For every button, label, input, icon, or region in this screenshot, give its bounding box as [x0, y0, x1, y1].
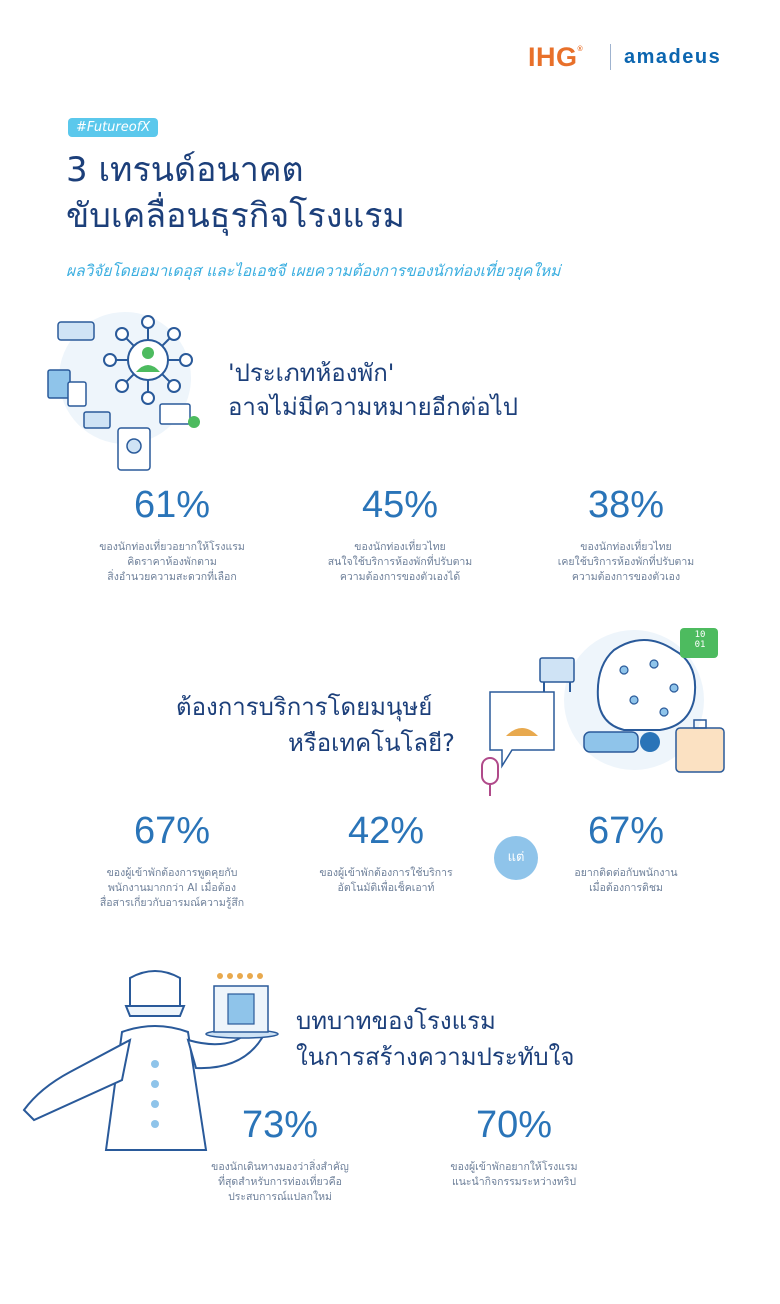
stat-value: 42% — [347, 810, 425, 852]
stat-value: 38% — [587, 484, 665, 526]
but-connector-badge: แต่ — [494, 836, 538, 880]
page-title-line1: 3 เทรนด์อนาคต — [66, 150, 304, 190]
stat-description: ของนักเดินทางมองว่าสิ่งสำคัญ ที่สุดสำหรับการท่องเที่ยวคือ ประสบการณ์แปลกใหม่ — [211, 1161, 349, 1203]
stat-description: ของนักท่องเที่ยวไทย สนใจใช้บริการห้องพักที่ปรับตาม ความต้องการของตัวเองได้ — [327, 541, 473, 583]
stat-description: ของผู้เข้าพักต้องการใช้บริการ อัตโนมัติเพื่อเช็คเอาท์ — [319, 867, 453, 894]
stat-value: 73% — [241, 1104, 319, 1146]
page-subtitle: ผลวิจัยโดยอมาเดอุส และไอเอชจี เผยความต้องการของนักท่องเที่ยวยุคใหม่ — [66, 262, 561, 280]
stat-description: อยากติดต่อกับพนักงาน เมื่อต้องการติชม — [574, 867, 678, 894]
section3-heading-line1: บทบาทของโรงแรม — [296, 1007, 496, 1035]
section2-heading-line1: ต้องการบริการโดยมนุษย์ — [176, 693, 433, 721]
hashtag-badge: #FutureofX — [68, 118, 158, 137]
stat-description: ของนักท่องเที่ยวไทย เคยใช้บริการห้องพักที่ปรับตาม ความต้องการของตัวเอง — [557, 541, 695, 583]
logo-divider — [610, 44, 611, 70]
stat-description: ของผู้เข้าพักอยากให้โรงแรม แนะนำกิจกรรมระหว่างทริป — [450, 1161, 578, 1188]
stat-value: 70% — [475, 1104, 553, 1146]
stat-value: 67% — [587, 810, 665, 852]
section2-heading-line2: หรือเทคโนโลยี? — [288, 729, 455, 757]
section3-heading-line2: ในการสร้างความประทับใจ — [296, 1043, 575, 1071]
amadeus-logo: amadeus — [624, 46, 722, 68]
stat-value: 67% — [133, 810, 211, 852]
ihg-logo: IHG® — [528, 42, 584, 72]
binary-badge: 10 01 — [694, 630, 706, 650]
page-title-line2: ขับเคลื่อนธุรกิจโรงแรม — [66, 196, 405, 236]
stat-value: 61% — [133, 484, 211, 526]
stat-description: ของผู้เข้าพักต้องการพูดคุยกับ พนักงานมากกว่า AI เมื่อต้อง สื่อสารเกี่ยวกับอารมณ์ความรู้สึก — [99, 867, 245, 909]
section1-heading-line2: อาจไม่มีความหมายอีกต่อไป — [228, 393, 518, 421]
stat-description: ของนักท่องเที่ยวอยากให้โรงแรม คิดราคาห้องพักตาม สิ่งอำนวยความสะดวกที่เลือก — [99, 541, 245, 583]
section1-heading-line1: 'ประเภทห้องพัก' — [228, 359, 395, 387]
stat-value: 45% — [361, 484, 439, 526]
room-network-illustration — [40, 300, 220, 480]
